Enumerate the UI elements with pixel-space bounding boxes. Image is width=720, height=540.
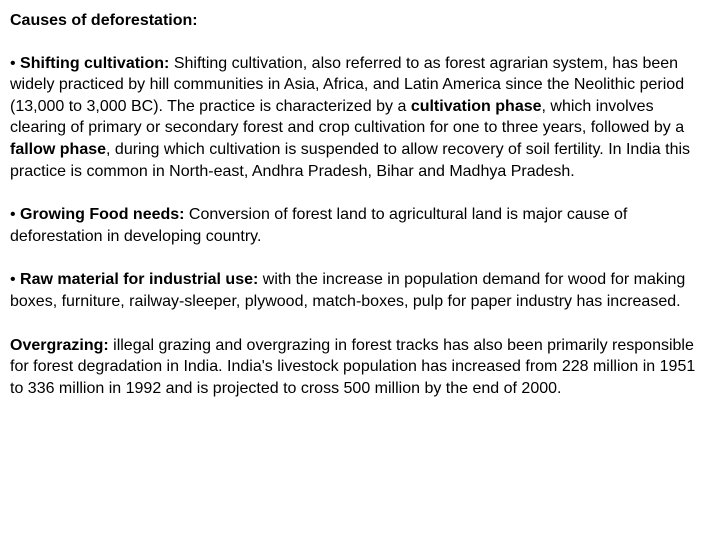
body-text: , which involves clearing of primary or secondary forest and crop cultivation for one to three years, followed by a xyxy=(10,97,685,137)
body-text: , during which cultivation is suspended to allow recovery of soil fertility. In India this practice is common in North-east, Andhra Pradesh, Bihar and Madhya Pradesh. xyxy=(10,140,691,180)
term-cultivation-phase: cultivation phase xyxy=(410,97,542,115)
slide-content xyxy=(10,10,712,421)
bullet-marker: • xyxy=(10,54,21,72)
section-shifting-cultivation xyxy=(10,53,712,183)
term-raw-material: Raw material for industrial use: xyxy=(20,271,259,289)
body-text: illegal grazing and overgrazing in forest tracks has also been primarily responsible for forest degradation in India. India's livestock population has increased from 228 million in 1951 to 336 million in 1992 and is projected to cross 500 million by the end of 2000. xyxy=(10,336,696,397)
section-overgrazing xyxy=(10,335,712,400)
term-fallow-phase: fallow phase xyxy=(10,140,107,158)
term-shifting-cultivation: Shifting cultivation: xyxy=(20,54,170,72)
body-text: Conversion of forest land to agricultural land is major cause of deforestation in developing country. xyxy=(10,206,628,245)
term-growing-food-needs: Growing Food needs: xyxy=(20,206,185,224)
section-raw-material xyxy=(10,269,712,312)
bullet-marker: • xyxy=(10,206,21,224)
body-text: Shifting cultivation, also referred to as forest agrarian system, has been widely practiced by hill communities in Asia, Africa, and Latin America since the Neolithic period (13,000 to 3,000 BC). The practice is characterized by a xyxy=(10,54,685,115)
page-title: Causes of deforestation: xyxy=(10,12,198,29)
body-text: with the increase in population demand for wood for making boxes, furniture, railway-sleeper, plywood, match-boxes, pulp for paper industry has increased. xyxy=(10,271,686,310)
bullet-marker: • xyxy=(10,271,21,289)
section-growing-food-needs xyxy=(10,204,712,247)
term-overgrazing: Overgrazing: xyxy=(10,336,109,354)
